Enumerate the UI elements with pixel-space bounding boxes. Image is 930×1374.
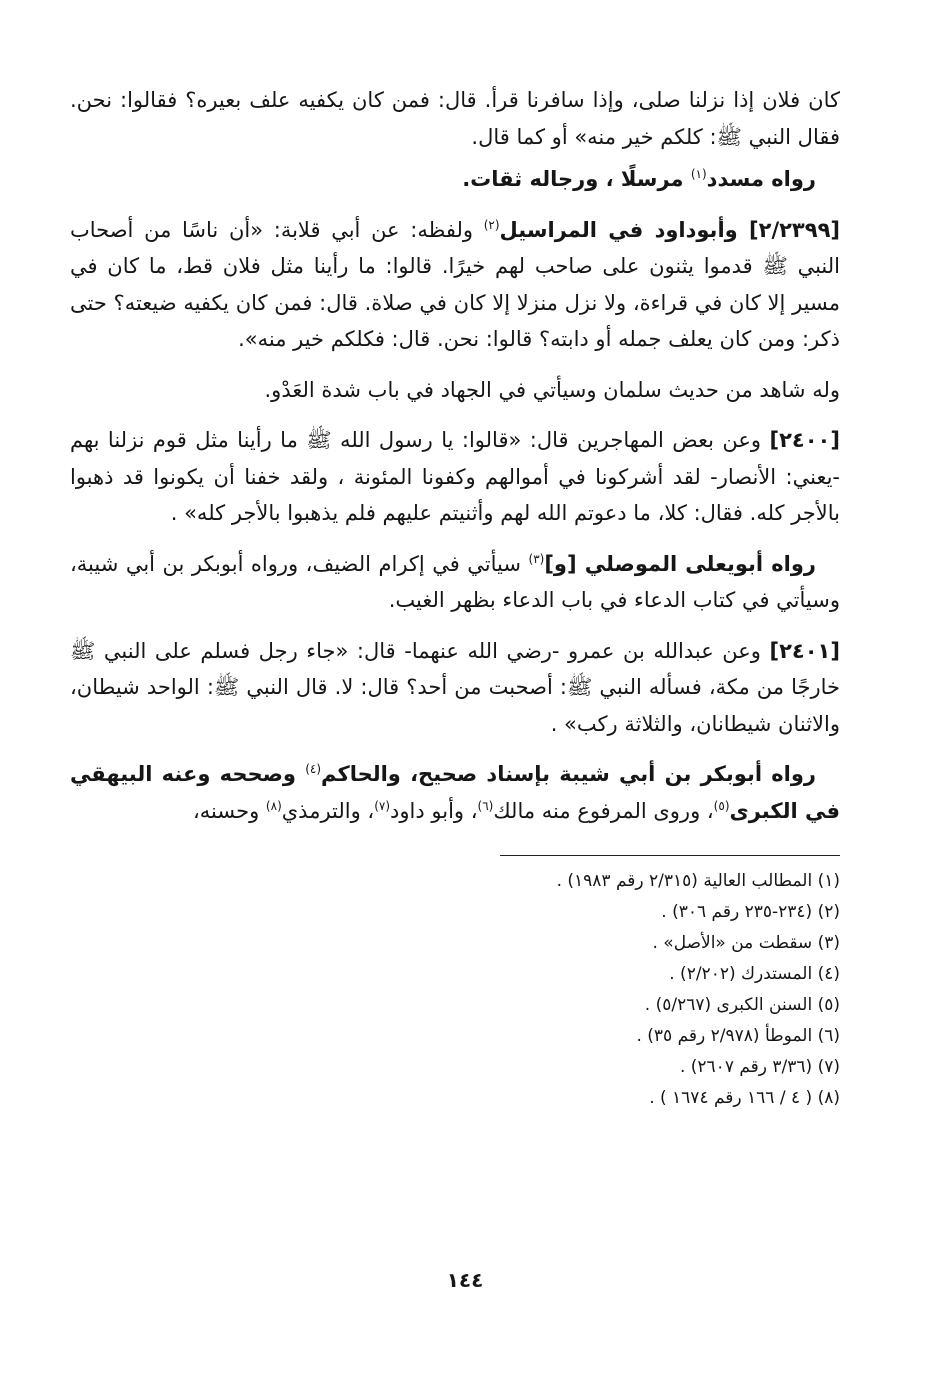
footnote-ref-1[interactable]: (١): [690, 167, 707, 181]
footnote-ref-3[interactable]: (٣): [528, 551, 545, 566]
attribution-text: مرسلًا ، ورجاله ثقات.: [462, 167, 691, 191]
footnote-item: (٥) السنن الكبرى (٥/٢٦٧) .: [644, 995, 840, 1015]
footnotes-list: [70, 866, 840, 1114]
footnote-ref-8[interactable]: (٨): [265, 798, 282, 813]
footnote-ref-4[interactable]: (٤): [305, 762, 322, 776]
footnote-ref-2[interactable]: (٢): [483, 217, 500, 232]
footnote-item: (٣) سقطت من «الأصل» .: [652, 933, 840, 953]
footnote-item: (٦) الموطأ (٢/٩٧٨ رقم ٣٥) .: [636, 1026, 840, 1046]
footnote-divider: [500, 855, 840, 856]
footnote-item: (٤) المستدرك (٢/٢٠٢) .: [669, 964, 840, 984]
paragraph-attribution-1: [70, 161, 840, 198]
paragraph-witness: وله شاهد من حديث سلمان وسيأتي في الجهاد في باب شدة العَدْو.: [264, 377, 840, 402]
page-number: ١٤٤: [446, 1268, 484, 1292]
paragraph-hadith-2401: [70, 633, 840, 743]
attribution-text: وحسنه،: [193, 798, 266, 823]
paragraph-hadith-2399: [70, 212, 840, 358]
page-body: [70, 82, 840, 1114]
attribution-text: رواه أبوبكر بن أبي شيبة بإسناد صحيح، والحاكم: [321, 762, 816, 786]
footnote-ref-6[interactable]: (٦): [477, 798, 494, 813]
attribution-text: سيأتي في إكرام الضيف، ورواه أبوبكر بن أبي شيبة، وسيأتي في كتاب الدعاء في باب الدعاء بظهر الغيب.: [70, 551, 840, 612]
footnote-ref-7[interactable]: (٧): [374, 798, 391, 813]
attribution-text: ، وروى المرفوع منه مالك: [493, 798, 714, 823]
paragraph-attribution-3: [70, 756, 840, 829]
attribution-text: ، وأبو داود: [390, 798, 478, 823]
attribution-text: وصححه وعنه البيهقي في الكبرى: [70, 762, 840, 823]
paragraph-attribution-2: [70, 546, 840, 619]
hadith-reference: [٢/٢٣٩٩] وأبوداود في المراسيل: [499, 217, 840, 242]
paragraph-continuation: كان فلان إذا نزلنا صلى، وإذا سافرنا قرأ. قال: فمن كان يكفيه علف بعيره؟ فقالوا: نحن. فقال النبي ﷺ: كلكم خير منه» أو كما قال.: [70, 88, 840, 149]
attribution-text: رواه مسدد: [706, 167, 816, 191]
footnote-ref-5[interactable]: (٥): [713, 798, 730, 813]
attribution-text: رواه أبويعلى الموصلي [و]: [544, 551, 816, 576]
hadith-text: وعن عبدالله بن عمرو -رضي الله عنهما- قال: «جاء رجل فسلم على النبي ﷺ خارجًا من مكة، فسأله النبي ﷺ: أصحبت من أحد؟ قال: لا. قال النبي ﷺ: الواحد شيطان، والاثنان شيطانان، والثلاثة ركب» .: [70, 638, 840, 736]
hadith-reference: [٢٤٠١]: [769, 638, 840, 663]
paragraph-hadith-2400: [70, 422, 840, 532]
hadith-text: وعن بعض المهاجرين قال: «قالوا: يا رسول الله ﷺ ما رأينا مثل قوم نزلنا بهم -يعني: الأنصار- لقد أشركونا في أموالهم وكفونا المئونة ، ولقد خفنا أن يكونوا قد ذهبوا بالأجر كله. فقال: كلا، ما دعوتم الله لهم وأثنيتم عليهم فلم يذهبوا بالأجر كله» .: [70, 428, 840, 525]
attribution-text: ، والترمذي: [281, 798, 375, 823]
footnote-item: (٧) (٣/٣٦ رقم ٢٦٠٧) .: [679, 1057, 840, 1077]
footnote-item: (٨) ( ٤ / ١٦٦ رقم ١٦٧٤ ) .: [649, 1088, 840, 1108]
footnote-item: (١) المطالب العالية (٢/٣١٥ رقم ١٩٨٣) .: [556, 871, 840, 891]
hadith-reference: [٢٤٠٠]: [769, 428, 840, 452]
footnote-item: (٢) (٢٣٤-٢٣٥ رقم ٣٠٦) .: [661, 902, 840, 922]
hadith-text: ولفظه: عن أبي قلابة: «أن ناسًا من أصحاب النبي ﷺ قدموا يثنون على صاحب لهم خيرًا. قالوا: ما رأينا مثل فلان قط، ما كان في مسير إلا كان في قراءة، ولا نزل منزلا إلا كان في صلاة. قال: فمن كان يكفيه ضيعته؟ حتى ذكر: ومن كان يعلف جمله أو دابته؟ قالوا: نحن. قال: فكلكم خير منه».: [70, 217, 840, 351]
